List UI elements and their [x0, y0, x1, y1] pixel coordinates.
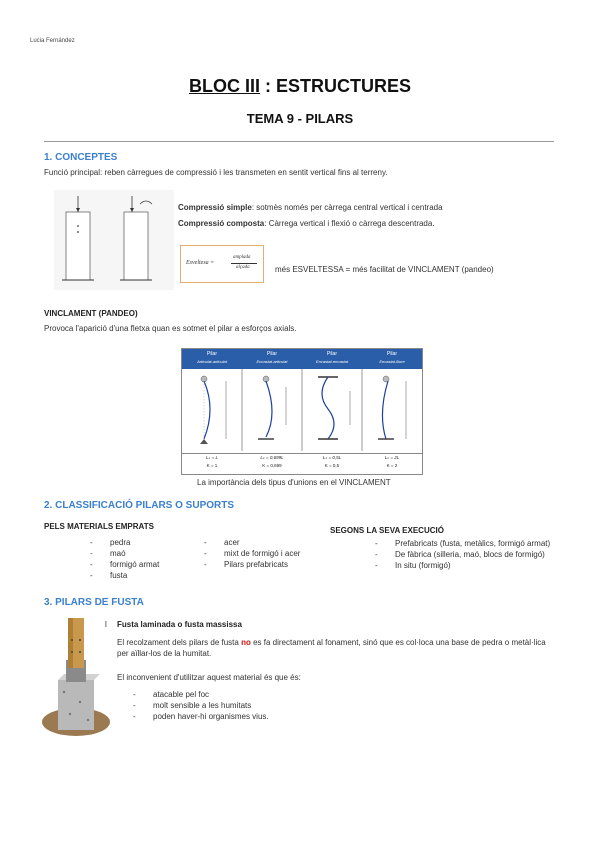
buckling-col-1-f2: K = 1	[206, 463, 218, 468]
formula-numerator: amplada	[233, 255, 251, 260]
material-item: - pedra	[90, 537, 159, 548]
compression-simple-text: : sotmès només per càrrega central vertical i centrada	[251, 203, 443, 212]
materials-list-1	[90, 537, 159, 581]
material-item: - Pilars prefabricats	[204, 559, 300, 570]
materials-list-2	[204, 537, 300, 570]
function-label: Funció principal	[44, 168, 101, 177]
wood-paragraph-2: El inconvenient d'utilitzar aquest material és que és:	[117, 673, 301, 682]
material-item: - maó	[90, 548, 159, 559]
page-title	[0, 76, 600, 97]
page-subtitle: TEMA 9 - PILARS	[246, 111, 354, 126]
buckling-col-4-h1: Pilar	[386, 351, 397, 357]
wood-paragraph-1	[117, 637, 557, 659]
compression-composta-text: : Càrrega vertical i flexió o càrrega descentrada.	[264, 219, 435, 228]
bullet-mark: l	[105, 620, 107, 629]
buckling-col-1-drawing	[200, 376, 226, 444]
slenderness-formula	[180, 245, 264, 283]
material-item: - formigó armat	[90, 559, 159, 570]
section-3-heading: 3. PILARS DE FUSTA	[44, 597, 144, 608]
buckling-col-3-drawing	[318, 377, 350, 439]
wood-drawback-item: - atacable pel foc	[133, 689, 269, 700]
compression-simple	[178, 203, 443, 212]
slenderness-text: més ESVELTESSA = més facilitat de VINCLAMENT (pandeo)	[275, 265, 494, 274]
wood-drawback-item: - molt sensible a les humitats	[133, 700, 269, 711]
execution-item: - In situ (formigó)	[375, 560, 550, 571]
buckling-col-4-f2: K = 2	[386, 463, 398, 468]
title-bloc: BLOC III	[188, 76, 260, 96]
material-item: - fusta	[90, 570, 159, 581]
wooden-pillar-figure	[40, 612, 112, 742]
material-item: - acer	[204, 537, 300, 548]
compression-simple-label: Compressió simple	[178, 203, 252, 212]
buckling-col-2-f1: Lₖ = 0,699L	[260, 455, 284, 460]
wood-subheading: Fusta laminada o fusta massissa	[117, 620, 242, 629]
title-divider	[44, 141, 554, 142]
title-rest: : ESTRUCTURES	[259, 76, 411, 96]
buckling-col-3-f2: K = 0,5	[324, 463, 340, 468]
execution-heading: SEGONS LA SEVA EXECUCIÓ	[330, 526, 444, 535]
buckling-col-2-drawing	[258, 376, 286, 439]
function-text	[44, 168, 564, 177]
author-name: Lucia Fernández	[30, 38, 75, 44]
function-desc: : reben càrregues de compressió i les transmeten en sentit vertical fins al terreny.	[100, 168, 388, 177]
execution-list	[375, 538, 550, 571]
wood-drawbacks-list	[133, 689, 269, 722]
buckling-col-1-f1: Lₖ = L	[205, 455, 219, 460]
buckling-col-4-h2: Encastat-lliure	[379, 359, 405, 364]
buckling-col-3-h1: Pilar	[326, 351, 337, 357]
wood-p1-a: El recolzament dels pilars de fusta	[117, 638, 242, 647]
formula-denominator: alçada	[236, 265, 250, 270]
compression-composta-label: Compressió composta	[178, 219, 265, 228]
buckling-col-3-h2: Encastat-encastat	[315, 359, 349, 364]
wood-p1-b: es fa directament al fonament, sinó que es col·loca una base de pedra o metàl·lica per aïllar-los de la humitat.	[117, 638, 546, 658]
buckling-col-2-f2: K = 0,699	[262, 463, 282, 468]
buckling-heading: VINCLAMENT (PANDEO)	[44, 309, 138, 318]
column-compression-figure	[54, 190, 174, 290]
material-item: - mixt de formigó i acer	[204, 548, 300, 559]
buckling-col-2-h2: Encastat-articulat	[256, 359, 288, 364]
buckling-col-2-h1: Pilar	[266, 351, 277, 357]
formula-left: Esveltesa =	[186, 260, 215, 266]
formula-bar	[231, 263, 257, 264]
compression-composta	[178, 219, 435, 228]
buckling-footer-line	[182, 453, 422, 454]
buckling-caption: La importància dels tipus d'unions en el VINCLAMENT	[197, 478, 391, 487]
section-1-heading: 1. CONCEPTES	[44, 152, 118, 163]
execution-item: - Prefabricats (fusta, metàlics, formigó armat)	[375, 538, 550, 549]
buckling-col-1-h1: Pilar	[206, 351, 217, 357]
section-2-heading: 2. CLASSIFICACIÓ PILARS O SUPORTS	[44, 500, 235, 511]
wood-p1-no: no	[241, 638, 251, 647]
buckling-col-1-h2: Articulat-articulat	[197, 359, 227, 364]
buckling-col-4-drawing	[378, 376, 406, 439]
materials-heading: PELS MATERIALS EMPRATS	[44, 522, 154, 531]
buckling-table	[181, 348, 423, 475]
wood-drawback-item: - poden haver-hi organismes vius.	[133, 711, 269, 722]
buckling-text: Provoca l'aparició d'una fletxa quan es sotmet el pilar a esforços axials.	[44, 324, 297, 333]
buckling-col-3-f1: Lₖ = 0,5L	[322, 455, 342, 460]
execution-item: - De fàbrica (silleria, maó, blocs de formigó)	[375, 549, 550, 560]
buckling-drawings	[182, 369, 422, 451]
buckling-col-4-f1: Lₖ = 2L	[384, 455, 400, 460]
